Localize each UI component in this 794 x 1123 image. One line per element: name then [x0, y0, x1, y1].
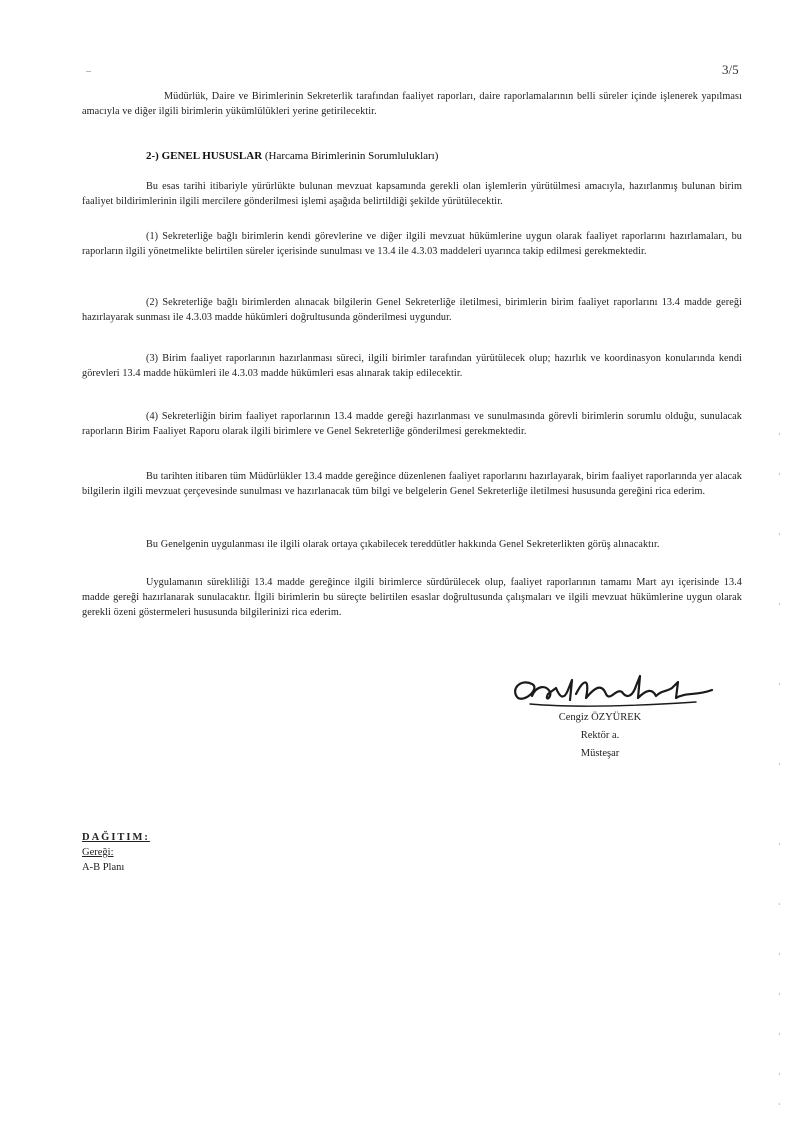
signer-title: Rektör a.: [580, 730, 620, 741]
top-mark: –: [86, 66, 91, 77]
edge-mark: ·: [778, 530, 781, 539]
edge-mark: ·: [778, 680, 781, 689]
heading-bold: 2-) GENEL HUSUSLAR: [146, 150, 263, 162]
paragraph-6: (4) Sekreterliğin birim faaliyet raporlarının 13.4 madde gereği hazırlanması ve sunulmasında görevli birimlerin sorumlu olduğu, sunulacak raporların Birim Faaliyet Raporu olarak ilgili birimlere ve Genel Sekreterliğe gönderilmesi gerekmektedir.: [82, 411, 742, 437]
paragraph-7: Bu tarihten itibaren tüm Müdürlükler 13.4 madde gereğince düzenlenen faaliyet raporlarını hazırlayarak, birim faaliyet raporlarında yer alacak bilgilerin ilgili mevzuat çerçevesinde sunulması ve hazırlanacak tüm bilgi ve belgelerin Genel Sekreterliğe iletilmesi hususunda gereğini rica ederim.: [82, 471, 742, 497]
distribution-list: [82, 830, 150, 875]
page-number: 3/5: [722, 62, 739, 77]
edge-mark: ·: [778, 430, 781, 439]
paragraph-1: Müdürlük, Daire ve Birimlerinin Sekreterlik tarafından faaliyet raporları, daire raporlamalarının belli süreler içinde işlenerek yapılması amacıyla ve diğer ilgili birimlerin yükümlülükleri yerine getirilecektir.: [82, 91, 742, 117]
edge-mark: ·: [778, 600, 781, 609]
section-heading: [146, 150, 438, 162]
signer-role: Müsteşar: [580, 748, 620, 759]
paragraph-5: (3) Birim faaliyet raporlarının hazırlanması süreci, ilgili birimler tarafından yürütülecek olup; hazırlık ve koordinasyon konularında kendi görevleri 13.4 madde hükümleri ile 4.3.03 madde hükümleri esas alınarak takip edilecektir.: [82, 353, 742, 379]
edge-mark: ·: [778, 470, 781, 479]
edge-mark: ·: [778, 1030, 781, 1039]
edge-mark: ·: [778, 760, 781, 769]
edge-mark: ·: [778, 950, 781, 959]
paragraph-4: (2) Sekreterliğe bağlı birimlerden alınacak bilgilerin Genel Sekreterliğe iletilmesi, birimlerin birim faaliyet raporlarını 13.4 madde gereği hazırlayarak sunması ile 4.3.03 madde hükümleri doğrultusunda gönderilmesi uygundur.: [82, 297, 742, 323]
edge-mark: ·: [778, 900, 781, 909]
paragraph-2: Bu esas tarihi itibariyle yürürlükte bulunan mevzuat kapsamında gerekli olan işlemlerin yürütülmesi amacıyla, hazırlanmış bulunan birim faaliyet bildirimlerinin ilgili mercilere gönderilmesi işlemi aşağıda belirtildiği şekilde yürütülecektir.: [82, 181, 742, 207]
edge-mark: ·: [778, 1070, 781, 1079]
paragraph-9: Uygulamanın sürekliliği 13.4 madde gereğince ilgili birimlerce sürdürülecek olup, faaliyet raporlarının tamamı Mart ayı içerisinde 13.4 madde gereği hazırlanarak sunulacaktır. İlgili birimlerin bu süreçte belirtilen esaslar doğrultusunda çalışmaları ve ilgili mevzuat hükümlerine uygun olarak gerekli özeni göstermeleri hususunda bilgilerinizi rica ederim.: [82, 577, 742, 618]
distribution-item: A-B Planı: [82, 862, 125, 873]
paragraph-3: (1) Sekreterliğe bağlı birimlerin kendi görevlerine ve diğer ilgili mevzuat hükümlerine uygun olarak faaliyet raporlarını hazırlamaları, bu raporların ilgili yönetmelikte belirtilen süreler içerisinde sunulması ve 13.4 ile 4.3.03 maddeleri uyarınca takip edilmesi gerekmektedir.: [82, 231, 742, 257]
heading-rest: (Harcama Birimlerinin Sorumlulukları): [264, 150, 439, 162]
signer-name: Cengiz ÖZYÜREK: [558, 712, 642, 723]
edge-mark: ·: [778, 840, 781, 849]
paragraph-8: Bu Genelgenin uygulanması ile ilgili olarak ortaya çıkabilecek tereddütler hakkında Genel Sekreterlikten görüş alınacaktır.: [146, 539, 660, 550]
edge-mark: ·: [778, 1100, 781, 1109]
distribution-sub: Gereği:: [82, 847, 114, 858]
edge-mark: ·: [778, 990, 781, 999]
handwritten-signature: [506, 668, 726, 712]
distribution-title: DAĞITIM:: [82, 832, 150, 843]
